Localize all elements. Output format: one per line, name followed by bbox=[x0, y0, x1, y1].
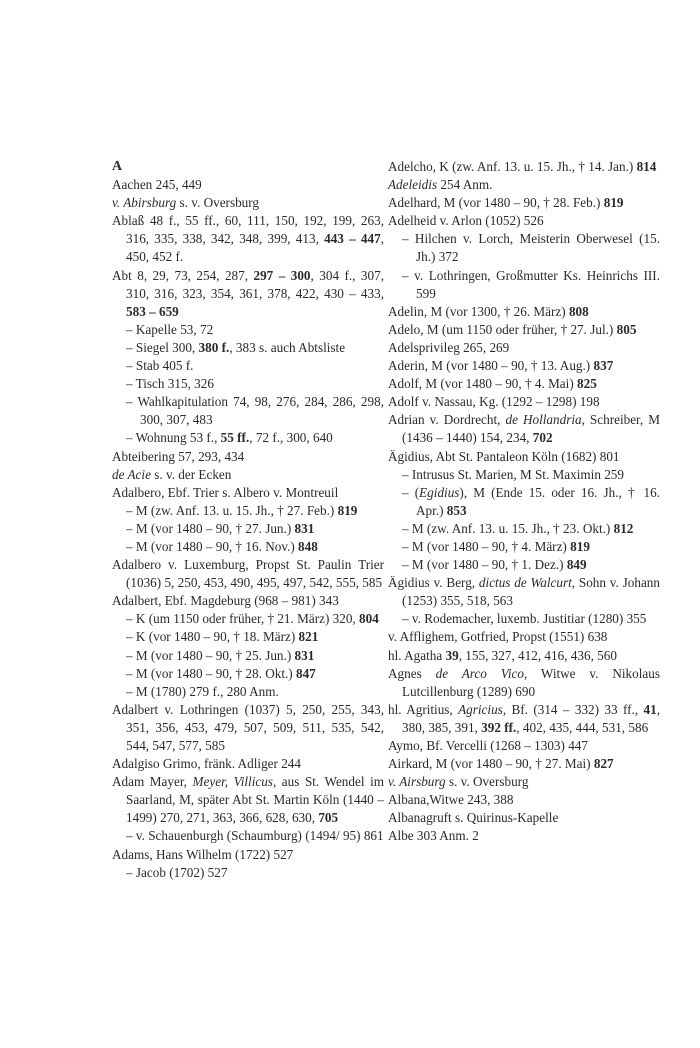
index-entry: Ablaß 48 f., 55 ff., 60, 111, 150, 192, 199, 263, 316, 335, 338, 342, 348, 399, 413, 443 – 447, 450, 452 f. bbox=[112, 213, 385, 265]
index-entry: v. Afflighem, Gotfried, Propst (1551) 638 bbox=[388, 629, 608, 645]
index-entry: hl. Agatha 39, 155, 327, 412, 416, 436, 560 bbox=[388, 647, 617, 663]
section-heading: A bbox=[112, 159, 123, 174]
index-entry: Albe 303 Anm. 2 bbox=[388, 828, 479, 844]
index-entry: – M (zw. Anf. 13. u. 15. Jh., † 27. Feb.) 819 bbox=[126, 502, 358, 518]
index-entry: Adalbert, Ebf. Magdeburg (968 – 981) 343 bbox=[112, 593, 339, 609]
index-entry: – Siegel 300, 380 f., 383 s. auch Abtsliste bbox=[126, 339, 346, 355]
index-entry: – Wohnung 53 f., 55 ff., 72 f., 300, 640 bbox=[126, 430, 333, 446]
index-entry: – v. Schauenburgh (Schaumburg) (1494/ 95) 861 bbox=[126, 828, 384, 844]
index-entry: – Intrusus St. Marien, M St. Maximin 259 bbox=[402, 466, 624, 482]
index-entry: Agnes de Arco Vico, Witwe v. Nikolaus Lutcillenburg (1289) 690 bbox=[388, 665, 660, 699]
index-entry: Adelo, M (um 1150 oder früher, † 27. Jul.) 805 bbox=[388, 321, 637, 337]
index-entry: Adeleidis 254 Anm. bbox=[388, 177, 493, 193]
index-entry: – K (vor 1480 – 90, † 18. März) 821 bbox=[126, 629, 319, 645]
index-entry: – M (vor 1480 – 90, † 16. Nov.) 848 bbox=[126, 538, 318, 554]
index-entry: – Hilchen v. Lorch, Meisterin Oberwesel (15. Jh.) 372 bbox=[402, 231, 660, 265]
index-entry: v. Abirsburg s. v. Oversburg bbox=[112, 195, 260, 211]
index-entry: Abteibering 57, 293, 434 bbox=[112, 448, 245, 464]
index-entry: Aderin, M (vor 1480 – 90, † 13. Aug.) 837 bbox=[388, 358, 614, 374]
index-entry: Albanagruft s. Quirinus-Kapelle bbox=[388, 810, 559, 826]
index-entry: Adelhard, M (vor 1480 – 90, † 28. Feb.) 819 bbox=[388, 195, 624, 211]
index-entry: – v. Lothringen, Großmutter Ks. Heinrichs III. 599 bbox=[402, 267, 660, 301]
index-entry: – M (vor 1480 – 90, † 25. Jun.) 831 bbox=[126, 647, 315, 663]
index-entry: – M (vor 1480 – 90, † 28. Okt.) 847 bbox=[126, 665, 316, 681]
index-entry: Adelcho, K (zw. Anf. 13. u. 15. Jh., † 14. Jan.) 814 bbox=[388, 159, 657, 174]
index-entry: Ägidius v. Berg, dictus de Walcurt, Sohn v. Johann (1253) 355, 518, 563 bbox=[388, 575, 660, 609]
left-entries bbox=[112, 176, 384, 882]
index-entry: Adrian v. Dordrecht, de Hollandria, Schreiber, M (1436 – 1440) 154, 234, 702 bbox=[388, 412, 660, 446]
index-entry: – (Egidius), M (Ende 15. oder 16. Jh., † 16. Apr.) 853 bbox=[402, 484, 660, 518]
index-entry: de Acie s. v. der Ecken bbox=[112, 466, 232, 482]
index-entry: Adalbero, Ebf. Trier s. Albero v. Montreuil bbox=[112, 484, 339, 500]
index-entry: – M (vor 1480 – 90, † 4. März) 819 bbox=[402, 538, 590, 554]
index-entry: hl. Agritius, Agricius, Bf. (314 – 332) 33 ff., 41, 380, 385, 391, 392 ff., 402, 435, 444, 531, 586 bbox=[388, 701, 660, 735]
index-entry: – Jacob (1702) 527 bbox=[126, 864, 228, 880]
index-entry: – Stab 405 f. bbox=[126, 358, 194, 374]
index-entry: Adolf, M (vor 1480 – 90, † 4. Mai) 825 bbox=[388, 376, 597, 392]
index-entry: – v. Rodemacher, luxemb. Justitiar (1280) 355 bbox=[402, 611, 647, 627]
index-entry: – Kapelle 53, 72 bbox=[126, 321, 214, 337]
index-entry: – M (vor 1480 – 90, † 1. Dez.) 849 bbox=[402, 557, 587, 573]
index-entry: Adelsprivileg 265, 269 bbox=[388, 339, 510, 355]
index-entry: – M (vor 1480 – 90, † 27. Jun.) 831 bbox=[126, 520, 315, 536]
index-entry: Adelin, M (vor 1300, † 26. März) 808 bbox=[388, 303, 589, 319]
index-entry: Adalbero v. Luxemburg, Propst St. Paulin Trier (1036) 5, 250, 453, 490, 495, 497, 542, 555, 585 bbox=[112, 557, 384, 591]
index-entry: Adam Mayer, Meyer, Villicus, aus St. Wendel im Saarland, M, später Abt St. Martin Köln (1440 – 1499) 270, 271, 363, 366, 628, 630, 705 bbox=[112, 774, 384, 826]
index-entry: Adams, Hans Wilhelm (1722) 527 bbox=[112, 846, 294, 862]
index-entry: Adolf v. Nassau, Kg. (1292 – 1298) 198 bbox=[388, 394, 600, 410]
index-entry: – Wahlkapitulation 74, 98, 276, 284, 286, 298, 300, 307, 483 bbox=[126, 394, 384, 428]
index-entry: Aachen 245, 449 bbox=[112, 177, 202, 193]
index-entry: Adalbert v. Lothringen (1037) 5, 250, 255, 343, 351, 356, 453, 479, 507, 509, 511, 535, 542, 544, 547, 577, 585 bbox=[112, 701, 384, 753]
index-entry: Albana,Witwe 243, 388 bbox=[388, 792, 514, 808]
index-entry: Aymo, Bf. Vercelli (1268 – 1303) 447 bbox=[388, 738, 588, 753]
index-entry: Airkard, M (vor 1480 – 90, † 27. Mai) 827 bbox=[388, 756, 614, 772]
index-entry: – M (1780) 279 f., 280 Anm. bbox=[126, 683, 279, 699]
index-entry: Adelheid v. Arlon (1052) 526 bbox=[388, 213, 544, 229]
index-entry: – Tisch 315, 326 bbox=[126, 376, 214, 392]
right-entries bbox=[388, 158, 660, 846]
index-entry: – M (zw. Anf. 13. u. 15. Jh., † 23. Okt.) 812 bbox=[402, 520, 634, 536]
index-entry: v. Airsburg s. v. Oversburg bbox=[388, 774, 529, 790]
index-column-right bbox=[388, 158, 660, 846]
index-column-left bbox=[112, 158, 384, 882]
index-entry: Adalgiso Grimo, fränk. Adliger 244 bbox=[112, 756, 301, 772]
index-entry: Abt 8, 29, 73, 254, 287, 297 – 300, 304 f., 307, 310, 316, 323, 354, 361, 378, 422, 430 – 433, 583 – 659 bbox=[112, 267, 384, 319]
index-entry: Ägidius, Abt St. Pantaleon Köln (1682) 801 bbox=[388, 448, 620, 464]
index-entry: – K (um 1150 oder früher, † 21. März) 320, 804 bbox=[126, 611, 379, 627]
